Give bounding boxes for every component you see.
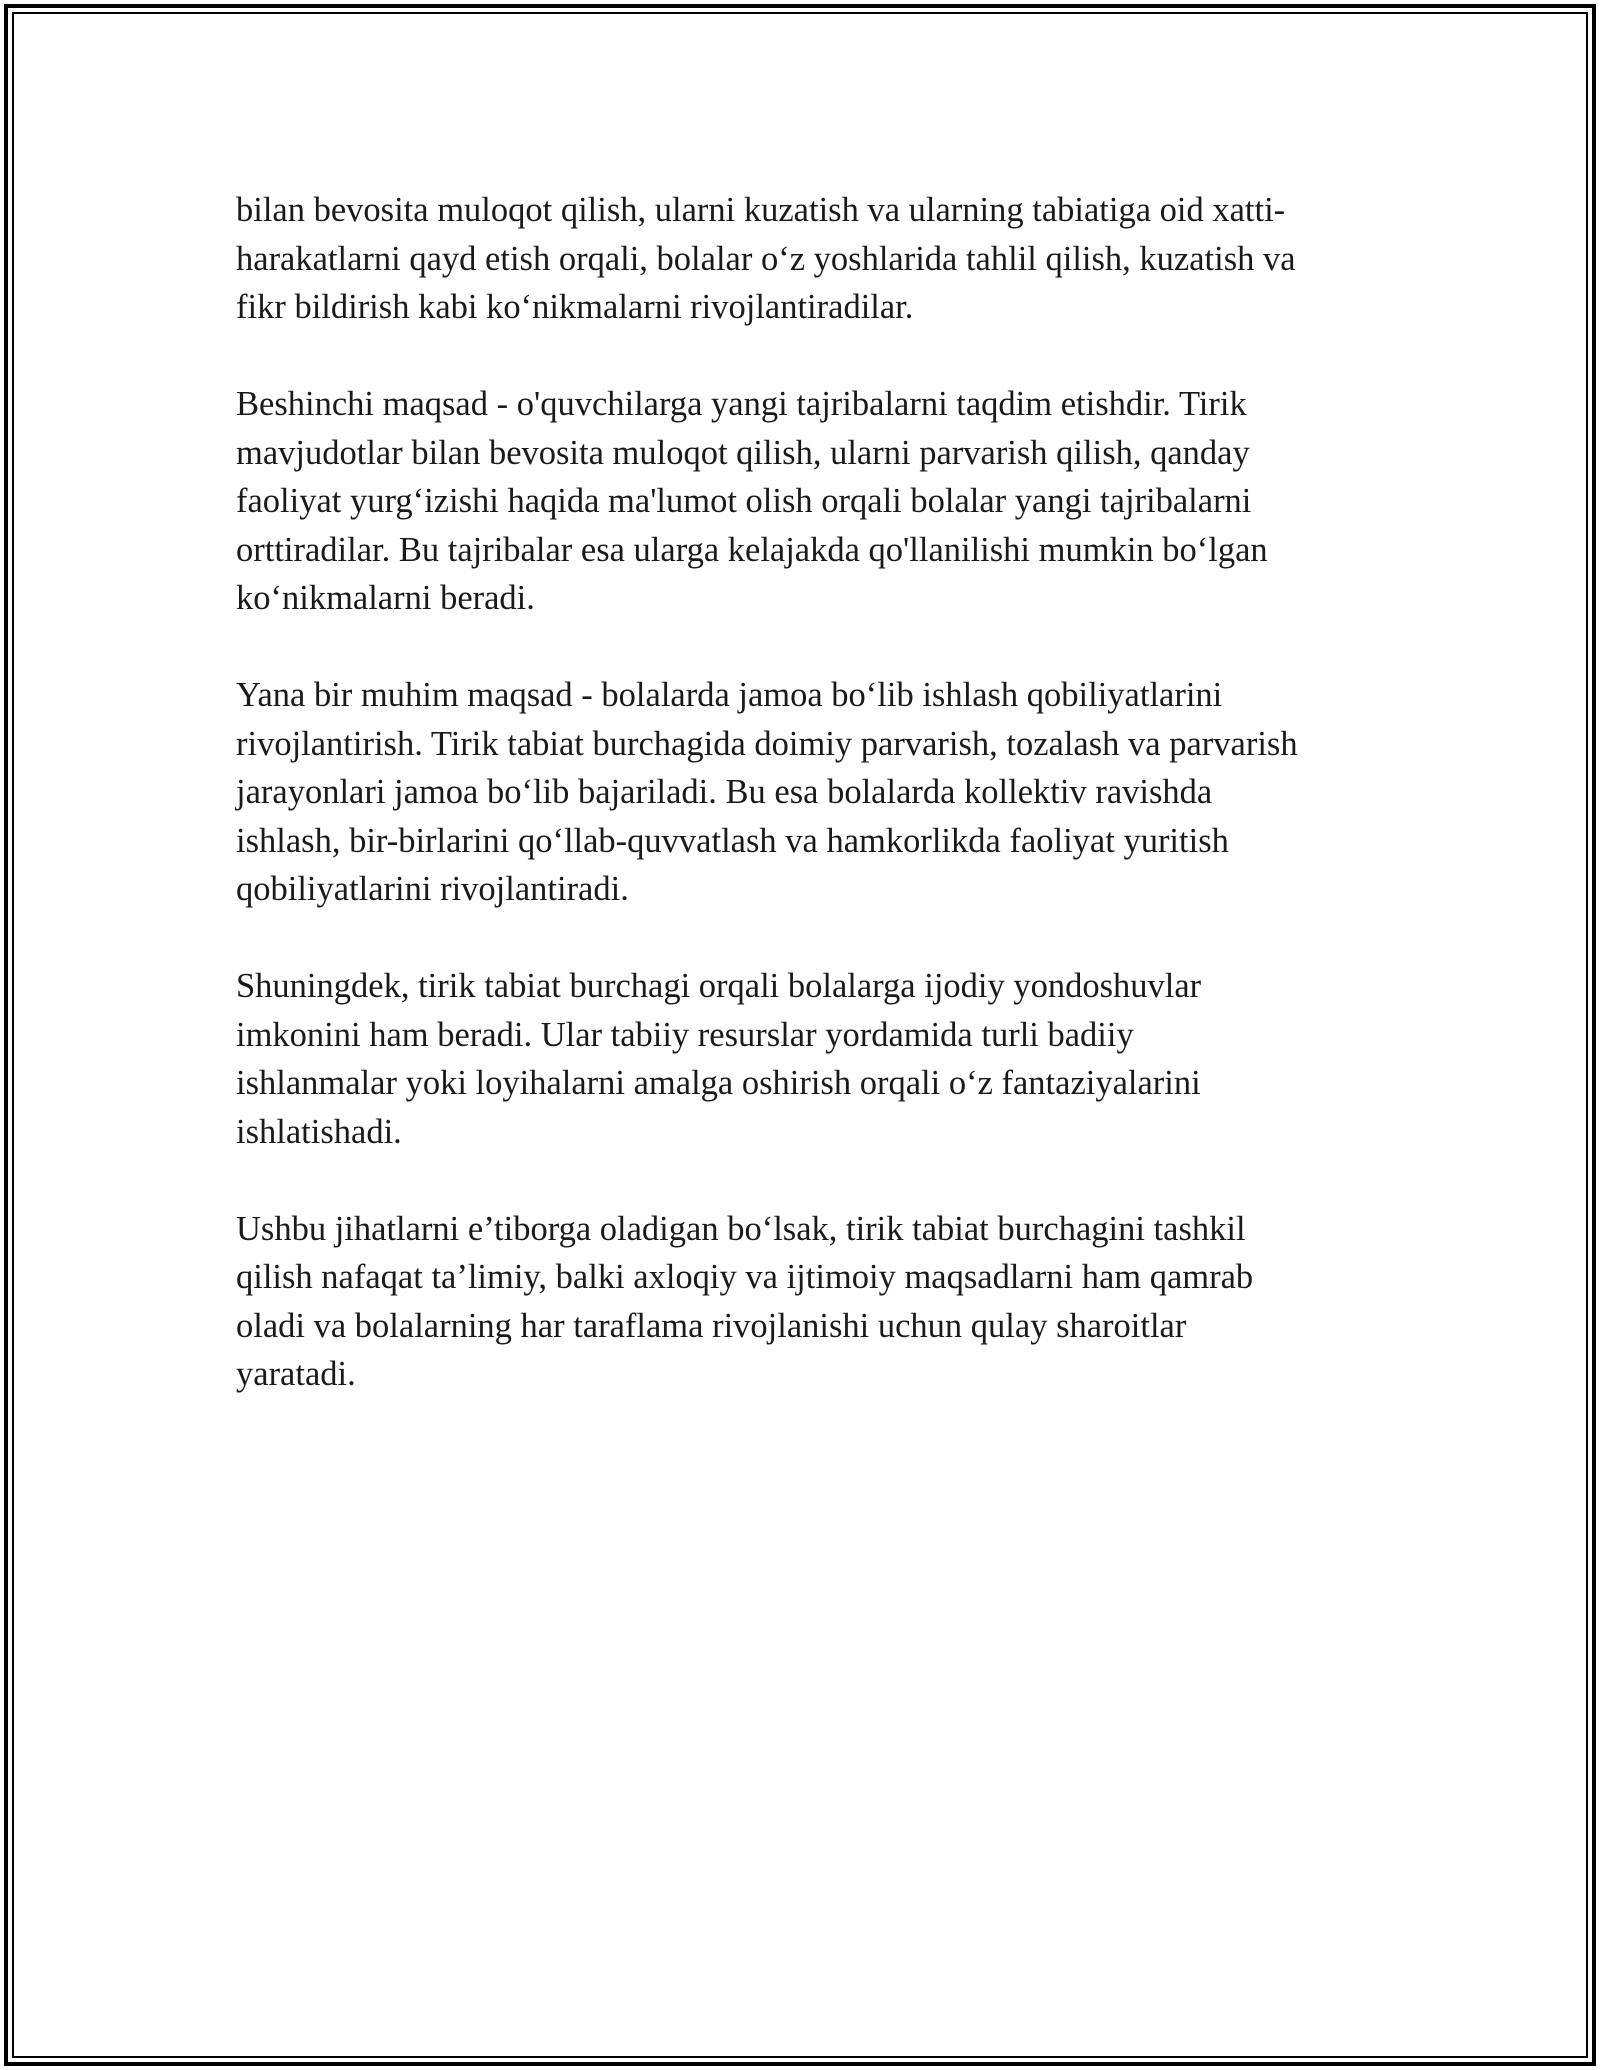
- paragraph-1: bilan bevosita muloqot qilish, ularni kuzatish va ularning tabiatiga oid xatti- harakatlarni qayd etish orqali, bolalar o‘z yoshlarida tahlil qilish, kuzatish va fikr bildirish kabi ko‘nikmalarni rivojlantiradilar.: [236, 191, 1296, 326]
- paragraph-2: Beshinchi maqsad - o'quvchilarga yangi tajribalarni taqdim etishdir. Tirik mavjudotlar bilan bevosita muloqot qilish, ularni parvarish qilish, qanday faoliyat yurg‘izishi haqida ma'lumot olish orqali bolalar yangi tajribalarni orttiradilar. Bu tajribalar esa ularga kelajakda qo'llanilishi mumkin bo‘lgan ko‘nikmalarni beradi.: [236, 385, 1268, 617]
- paragraph-4: Shuningdek, tirik tabiat burchagi orqali bolalarga ijodiy yondoshuvlar imkonini ham beradi. Ular tabiiy resurslar yordamida turli badiiy ishlanmalar yoki loyihalarni amalga oshirish orqali o‘z fantaziyalarini ishlatishadi.: [236, 967, 1202, 1151]
- paragraph-5: Ushbu jihatlarni e’tiborga oladigan bo‘lsak, tirik tabiat burchagini tashkil qilish nafaqat ta’limiy, balki axloqiy va ijtimoiy maqsadlarni ham qamrab oladi va bolalarning har taraflama rivojlanishi uchun qulay sharoitlar yaratadi.: [236, 1209, 1254, 1393]
- document-body: [236, 186, 1386, 1447]
- paragraph-3: Yana bir muhim maqsad - bolalarda jamoa bo‘lib ishlash qobiliyatlarini rivojlantirish. Tirik tabiat burchagida doimiy parvarish, tozalash va parvarish jarayonlari jamoa bo‘lib bajariladi. Bu esa bolalarda kollektiv ravishda ishlash, bir-birlarini qo‘llab-quvvatlash va hamkorlikda faoliyat yuritish qobiliyatlarini rivojlantiradi.: [236, 676, 1298, 908]
